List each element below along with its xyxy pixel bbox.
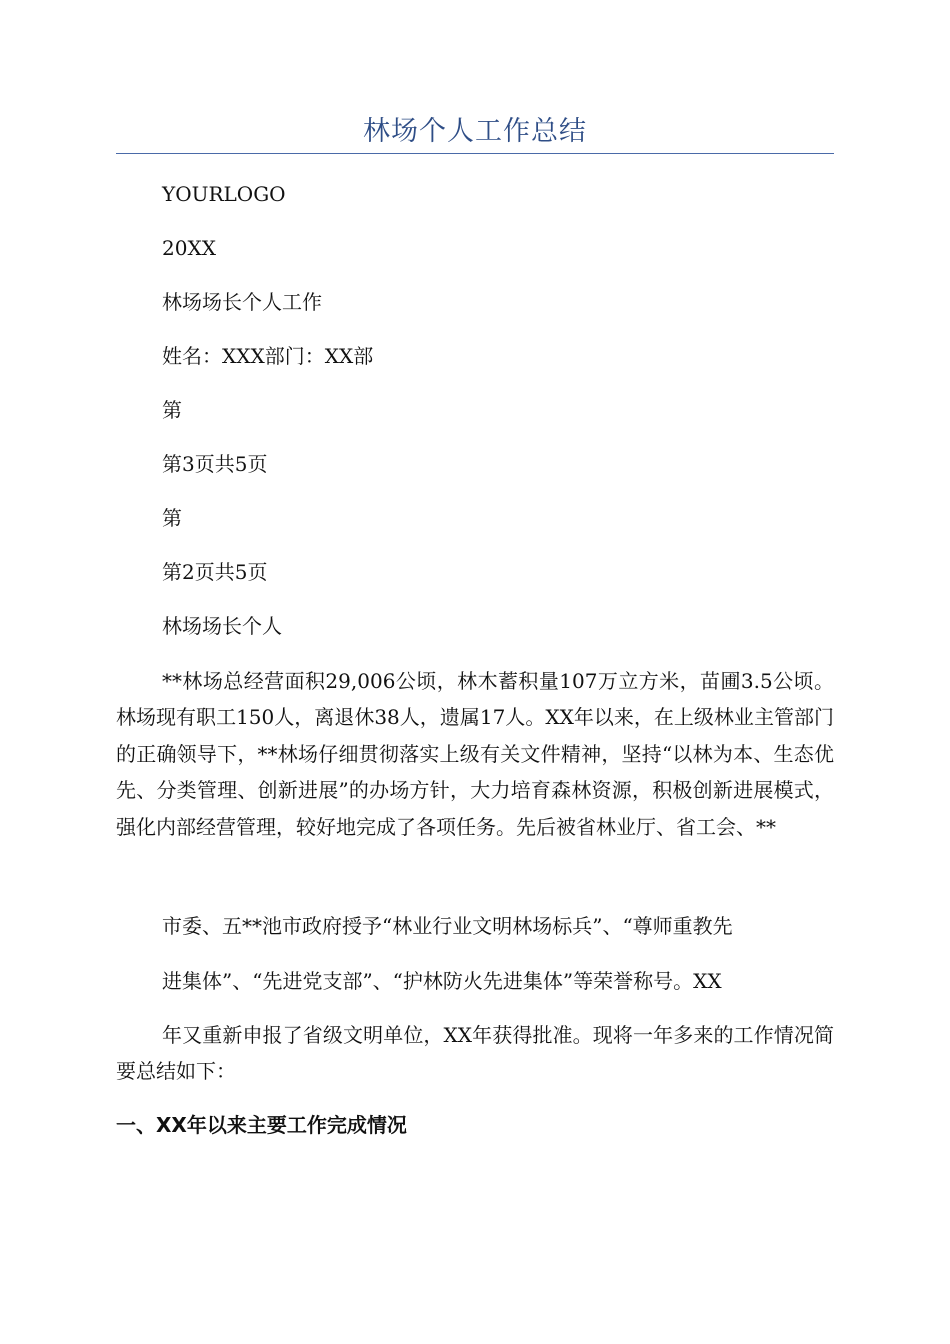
page-marker-text: 第 [162, 506, 182, 530]
section-label-text: 林场场长个人 [162, 614, 282, 638]
page-number-text: 第2页共5页 [162, 560, 268, 584]
logo-placeholder-text: YOURLOGO [162, 182, 286, 206]
page-marker-text: 第 [162, 398, 182, 422]
body-paragraph: 年又重新申报了省级文明单位，XX年获得批准。现将一年多来的工作情况简要总结如下： [116, 1023, 834, 1084]
year-text: 20XX [162, 236, 216, 260]
body-paragraph: **林场总经营面积29,006公顷，林木蓄积量107万立方米，苗圃3.5公顷。林场现有职工150人，离退休38人，遗属17人。XX年以来，在上级林业主管部门的正确领导下，**林场仔细贯彻落实上级有关文件精神，坚持“以林为本、生态优先、分类管理、创新进展”的办场方针，大力培育森林资源，积极创新进展模式，强化内部经营管理，较好地完成了各项任务。先后被省林业厅、省工会、** [116, 669, 834, 839]
page-number-text: 第3页共5页 [162, 452, 268, 476]
name-department-text: 姓名：XXX部门：XX部 [162, 344, 374, 368]
document-title: 林场个人工作总结 [363, 116, 587, 147]
body-paragraph: 市委、五**池市政府授予“林业行业文明林场标兵”、“尊师重教先 [162, 914, 733, 938]
title-underline [116, 153, 834, 154]
subtitle-text: 林场场长个人工作 [162, 290, 322, 314]
section-heading: 一、XX年以来主要工作完成情况 [116, 1113, 407, 1137]
body-paragraph: 进集体”、“先进党支部”、“护林防火先进集体”等荣誉称号。XX [162, 969, 722, 993]
